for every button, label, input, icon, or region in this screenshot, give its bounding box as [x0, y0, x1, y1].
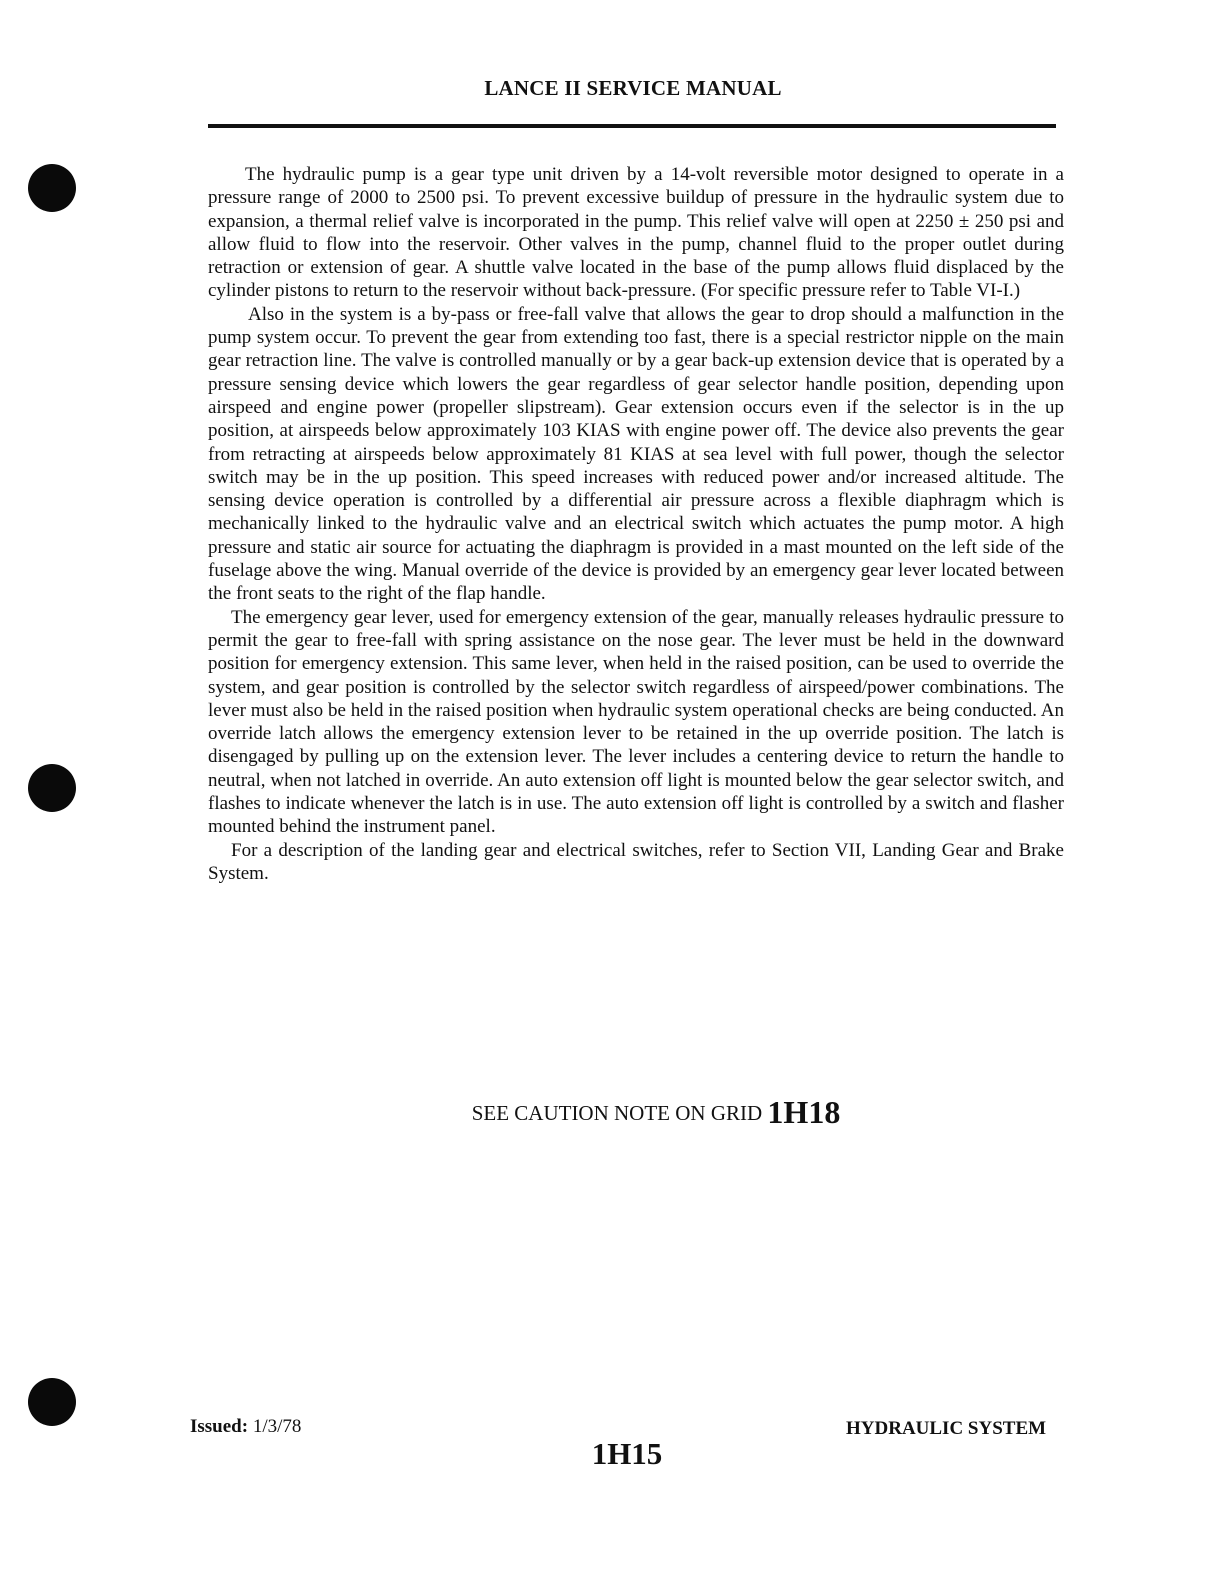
paragraph-free-fall-valve: Also in the system is a by-pass or free-fall valve that allows the gear to drop should a malfunction in the pump system occur. To prevent the gear from extending too fast, there is a special restrictor nipple on the main gear retraction line. The valve is controlled manually or by a gear back-up extension device that is operated by a pressure sensing device which lowers the gear regardless of gear selector handle position, depending upon airspeed and engine power (propeller slipstream). Gear extension occurs even if the selector is in the up position, at airspeeds below approximately 103 KIAS with engine power off. The device also prevents the gear from retracting at airspeeds below approximately 81 KIAS at sea level with full power, though the selector switch may be in the up position. This speed increases with reduced power and/or increased altitude. The sensing device operation is controlled by a differential air pressure across a flexible diaphragm which is mechanically linked to the hydraulic valve and an electrical switch which actuates the pump motor. A high pressure and static air source for actuating the diaphragm is provided in a mast mounted on the left side of the fuselage above the wing. Manual override of the device is provided by an emergency gear lever located between the front seats to the right of the flap handle.	[208, 303, 1064, 605]
section-name: HYDRAULIC SYSTEM	[846, 1418, 1047, 1439]
body-text	[208, 163, 1064, 885]
issued-label: Issued:	[190, 1416, 249, 1437]
manual-title: LANCE II SERVICE MANUAL	[484, 76, 782, 100]
caution-grid-ref: 1H18	[767, 1094, 841, 1130]
binder-hole-bottom	[28, 1378, 76, 1426]
binder-hole-top	[28, 164, 76, 212]
issued-date-value: 1/3/78	[252, 1416, 302, 1437]
caution-text: SEE CAUTION NOTE ON GRID	[471, 1101, 763, 1125]
issued-date	[190, 1416, 301, 1438]
caution-note	[0, 1094, 1224, 1131]
binder-hole-middle	[28, 764, 76, 812]
paragraph-emergency-gear-lever: The emergency gear lever, used for emergency extension of the gear, manually releases hydraulic pressure to permit the gear to free-fall with spring assistance on the nose gear. The lever must be held in the downward position for emergency extension. This same lever, when held in the raised position, can be used to override the system, and gear position is controlled by the selector switch regardless of airspeed/power combinations. The lever must also be held in the raised position when hydraulic system operational checks are being conducted. An override latch allows the emergency extension lever to be retained in the up override position. The latch is disengaged by pulling up on the extension lever. The lever includes a centering device to return the handle to neutral, when not latched in override. An auto extension off light is mounted below the gear selector switch, and flashes to indicate whenever the latch is in use. The auto extension off light is controlled by a switch and flasher mounted behind the instrument panel.	[208, 606, 1064, 838]
paragraph-landing-gear-reference: For a description of the landing gear and electrical switches, refer to Section VII, Landing Gear and Brake System.	[208, 839, 1064, 884]
paragraph-hydraulic-pump: The hydraulic pump is a gear type unit driven by a 14-volt reversible motor designed to operate in a pressure range of 2000 to 2500 psi. To prevent excessive buildup of pressure in the hydraulic system due to expansion, a thermal relief valve is incorporated in the pump. This relief valve will open at 2250 ± 250 psi and allow fluid to flow into the reservoir. Other valves in the pump, channel fluid to the proper outlet during retraction or extension of gear. A shuttle valve located in the base of the pump allows fluid displaced by the cylinder pistons to return to the reservoir without back-pressure. (For specific pressure refer to Table VI-I.)	[208, 164, 1064, 302]
page-number: 1H15	[591, 1436, 663, 1471]
header-rule	[208, 124, 1056, 128]
